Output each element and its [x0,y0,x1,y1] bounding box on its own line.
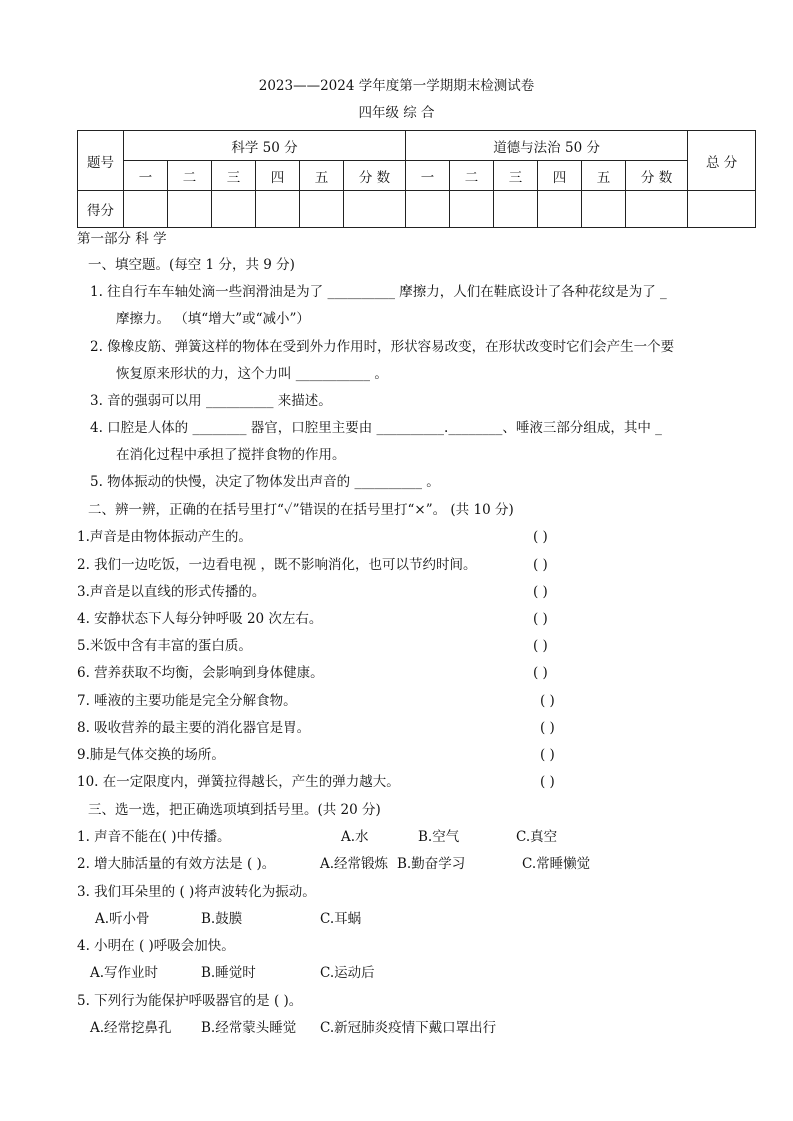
fill-question: 5. 物体振动的快慢，决定了物体发出声音的 __________ 。 [90,474,440,490]
fill-question: 1. 往自行车车轴处滴一些润滑油是为了 __________ 摩擦力，人们在鞋底设计了各种花纹是为了 _ [90,284,667,300]
morality-col-cell: 三 [494,161,538,191]
exam-subtitle: 四年级 综 合 [358,105,435,121]
fill-question-cont: 恢复原来形状的力，这个力叫 ___________ 。 [116,366,388,382]
section3-heading: 三、选一选，把正确选项填到括号里。(共 20 分) [88,802,381,818]
score-table [77,130,756,228]
science-col-cell: 二 [168,161,212,191]
answer-paren[interactable]: ( ) [533,638,548,654]
option-a[interactable]: A.听小骨 [95,911,150,927]
judge-question: 1.声音是由物体振动产生的。 [77,529,252,545]
answer-paren[interactable]: ( ) [540,720,555,736]
choice-question-stem: 4. 小明在 ( )呼吸会加快。 [77,938,235,954]
score-input-cell[interactable] [626,191,688,228]
science-header-cell: 科学 50 分 [124,131,406,161]
answer-paren[interactable]: ( ) [540,693,555,709]
judge-question: 7. 唾液的主要功能是完全分解食物。 [77,693,297,709]
morality-header-cell: 道德与法治 50 分 [406,131,688,161]
score-input-cell[interactable] [300,191,344,228]
option-b[interactable]: B.空气 [418,829,460,845]
option-a[interactable]: A.水 [341,829,369,845]
choice-question-stem: 1. 声音不能在( )中传播。 [77,829,231,845]
fill-question: 2. 像橡皮筋、弹簧这样的物体在受到外力作用时，形状容易改变，在形状改变时它们会产生一个要 [90,339,675,355]
answer-paren[interactable]: ( ) [533,665,548,681]
exam-title: 2023——2024 学年度第一学期期末检测试卷 [258,78,535,94]
judge-question: 3.声音是以直线的形式传播的。 [77,584,266,600]
choice-question-stem: 5. 下列行为能保护呼吸器官的是 ( )。 [77,993,303,1009]
judge-question: 5.米饭中含有丰富的蛋白质。 [77,638,252,654]
morality-col-cell: 四 [538,161,582,191]
part-title: 第一部分 科 学 [77,231,167,247]
score-input-cell[interactable] [256,191,300,228]
judge-question: 8. 吸收营养的最主要的消化器官是胃。 [77,720,311,736]
answer-paren[interactable]: ( ) [540,747,555,763]
score-input-cell[interactable] [582,191,626,228]
question-label-cell: 题号 [78,131,124,191]
score-input-cell[interactable] [168,191,212,228]
section1-heading: 一、填空题。(每空 1 分，共 9 分) [88,257,295,273]
judge-question: 10. 在一定限度内，弹簧拉得越长，产生的弹力越大。 [77,774,400,790]
score-input-cell[interactable] [538,191,582,228]
option-b[interactable]: B.勤奋学习 [397,856,466,872]
science-col-cell: 分 数 [344,161,406,191]
option-a[interactable]: A.经常挖鼻孔 [90,1020,172,1036]
total-score-cell[interactable] [688,191,756,228]
science-col-cell: 四 [256,161,300,191]
option-a[interactable]: A.写作业时 [90,965,159,981]
science-col-cell: 三 [212,161,256,191]
score-input-cell[interactable] [494,191,538,228]
option-b[interactable]: B.鼓膜 [201,911,243,927]
judge-question: 2. 我们一边吃饭，一边看电视 ，既不影响消化，也可以节约时间。 [77,557,477,573]
fill-question-cont: 在消化过程中承担了搅拌食物的作用。 [116,447,346,463]
judge-question: 9.肺是气体交换的场所。 [77,747,225,763]
science-col-cell: 五 [300,161,344,191]
option-b[interactable]: B.睡觉时 [201,965,256,981]
score-input-cell[interactable] [406,191,450,228]
option-a[interactable]: A.经常锻炼 [320,856,389,872]
option-b[interactable]: B.经常蒙头睡觉 [201,1020,297,1036]
option-c[interactable]: C.常睡懒觉 [522,856,591,872]
morality-col-cell: 二 [450,161,494,191]
choice-question-stem: 3. 我们耳朵里的 ( )将声波转化为振动。 [77,884,316,900]
option-c[interactable]: C.运动后 [320,965,375,981]
score-input-cell[interactable] [124,191,168,228]
morality-col-cell: 分 数 [626,161,688,191]
morality-col-cell: 五 [582,161,626,191]
score-input-cell[interactable] [212,191,256,228]
judge-question: 4. 安静状态下人每分钟呼吸 20 次左右。 [77,611,323,627]
science-col-cell: 一 [124,161,168,191]
option-c[interactable]: C.耳蜗 [320,911,362,927]
section2-heading: 二、辨一辨，正确的在括号里打“✓”错误的在括号里打“×”。 (共 10 分) [88,502,514,518]
option-c[interactable]: C.真空 [516,829,558,845]
option-c[interactable]: C.新冠肺炎疫情下戴口罩出行 [320,1020,497,1036]
fill-question: 3. 音的强弱可以用 __________ 来描述。 [90,393,332,409]
answer-paren[interactable]: ( ) [533,584,548,600]
score-input-cell[interactable] [450,191,494,228]
answer-paren[interactable]: ( ) [533,529,548,545]
answer-paren[interactable]: ( ) [533,557,548,573]
fill-question: 4. 口腔是人体的 ________ 器官，口腔里主要由 __________.________、唾液三部分组成，其中 _ [90,420,662,436]
judge-question: 6. 营养获取不均衡，会影响到身体健康。 [77,665,324,681]
answer-paren[interactable]: ( ) [540,774,555,790]
score-input-cell[interactable] [344,191,406,228]
choice-question-stem: 2. 增大肺活量的有效方法是 ( )。 [77,856,276,872]
answer-paren[interactable]: ( ) [533,611,548,627]
score-label-cell: 得分 [78,191,124,228]
morality-col-cell: 一 [406,161,450,191]
fill-question-cont: 摩擦力。 （填“增大”或“减小”） [116,311,310,327]
total-header-cell: 总 分 [688,131,756,191]
